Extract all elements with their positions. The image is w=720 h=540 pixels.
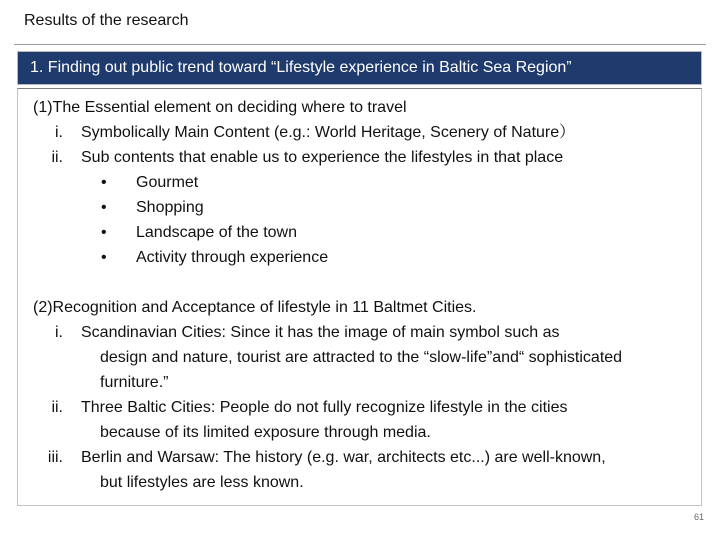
item-text: Symbolically Main Content (e.g.: World Heritage, Scenery of Nature）: [81, 124, 576, 141]
item-text: Three Baltic Cities: People do not fully recognize lifestyle in the cities: [81, 399, 568, 416]
item-text: Sub contents that enable us to experience the lifestyles in that place: [81, 149, 564, 166]
bullet-item: [33, 195, 622, 220]
list-item: [33, 395, 622, 420]
bullet-text: Shopping: [136, 199, 204, 216]
item-number: ii.: [51, 399, 63, 416]
title-divider: [14, 44, 706, 45]
bullet-icon: •: [101, 199, 107, 216]
item-text: Berlin and Warsaw: The history (e.g. war, architects etc...) are well-known,: [81, 449, 606, 466]
page-number: 61: [693, 512, 704, 522]
slide-content: [33, 95, 622, 495]
item-continuation: furniture.”: [100, 374, 169, 391]
bullet-text: Gourmet: [136, 174, 199, 191]
list-item: [33, 320, 622, 345]
bullet-item: [33, 245, 622, 270]
section1-heading: (1)The Essential element on deciding where to travel: [33, 99, 407, 116]
bullet-icon: •: [101, 224, 107, 241]
item-number: i.: [55, 124, 63, 141]
bullet-icon: •: [101, 174, 107, 191]
bullet-icon: •: [101, 249, 107, 266]
bullet-item: [33, 170, 622, 195]
item-number: i.: [55, 324, 63, 341]
list-item: [33, 120, 622, 145]
item-continuation: but lifestyles are less known.: [100, 474, 304, 491]
bullet-item: [33, 220, 622, 245]
item-text: Scandinavian Cities: Since it has the image of main symbol such as: [81, 324, 560, 341]
item-number: iii.: [47, 449, 63, 466]
item-number: ii.: [51, 149, 63, 166]
section-spacer: [33, 270, 622, 295]
bullet-text: Landscape of the town: [136, 224, 298, 241]
section2-heading: (2)Recognition and Acceptance of lifestyle in 11 Baltmet Cities.: [33, 299, 477, 316]
list-item: [33, 445, 622, 470]
section-banner: 1. Finding out public trend toward “Lifestyle experience in Baltic Sea Region”: [17, 51, 702, 85]
bullet-text: Activity through experience: [136, 249, 329, 266]
item-continuation: design and nature, tourist are attracted to the “slow-life”and“ sophisticated: [100, 349, 623, 366]
page-title: Results of the research: [24, 12, 189, 29]
list-item: [33, 145, 622, 170]
item-continuation: because of its limited exposure through media.: [100, 424, 431, 441]
